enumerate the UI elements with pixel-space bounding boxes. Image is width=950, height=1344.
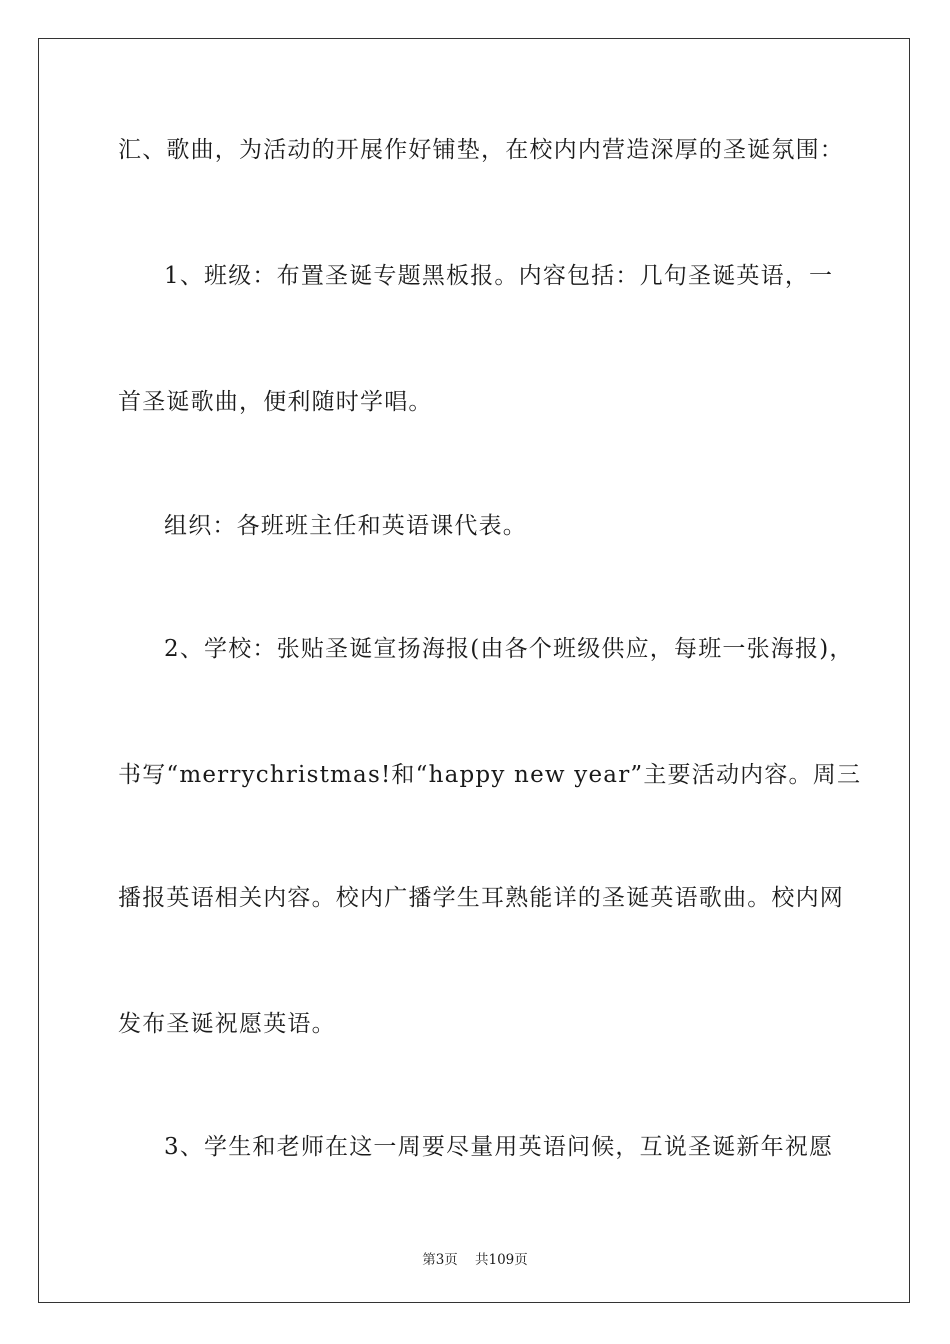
- page-total: 共109页: [474, 1252, 528, 1268]
- paragraph-line: 2、学校：张贴圣诞宣扬海报(由各个班级供应，每班一张海报)，: [164, 636, 854, 662]
- page-footer: [0, 1248, 950, 1268]
- paragraph-line: 3、学生和老师在这一周要尽量用英语问候，互说圣诞新年祝愿: [164, 1134, 834, 1160]
- paragraph-line: 书写“merrychristmas!和“happy new year”主要活动内容。周三: [118, 762, 862, 788]
- page-number: 第3页: [422, 1252, 458, 1268]
- paragraph-line: 发布圣诞祝愿英语。: [118, 1011, 336, 1037]
- paragraph-line: 1、班级：布置圣诞专题黑板报。内容包括：几句圣诞英语，一: [164, 263, 834, 289]
- paragraph-line: 播报英语相关内容。校内广播学生耳熟能详的圣诞英语歌曲。校内网: [118, 885, 844, 911]
- paragraph-line: 汇、歌曲，为活动的开展作好铺垫，在校内内营造深厚的圣诞氛围：: [118, 137, 844, 163]
- page-border: [38, 38, 910, 1303]
- paragraph-line: 首圣诞歌曲，便利随时学唱。: [118, 389, 433, 415]
- paragraph-line: 组织：各班班主任和英语课代表。: [164, 513, 527, 539]
